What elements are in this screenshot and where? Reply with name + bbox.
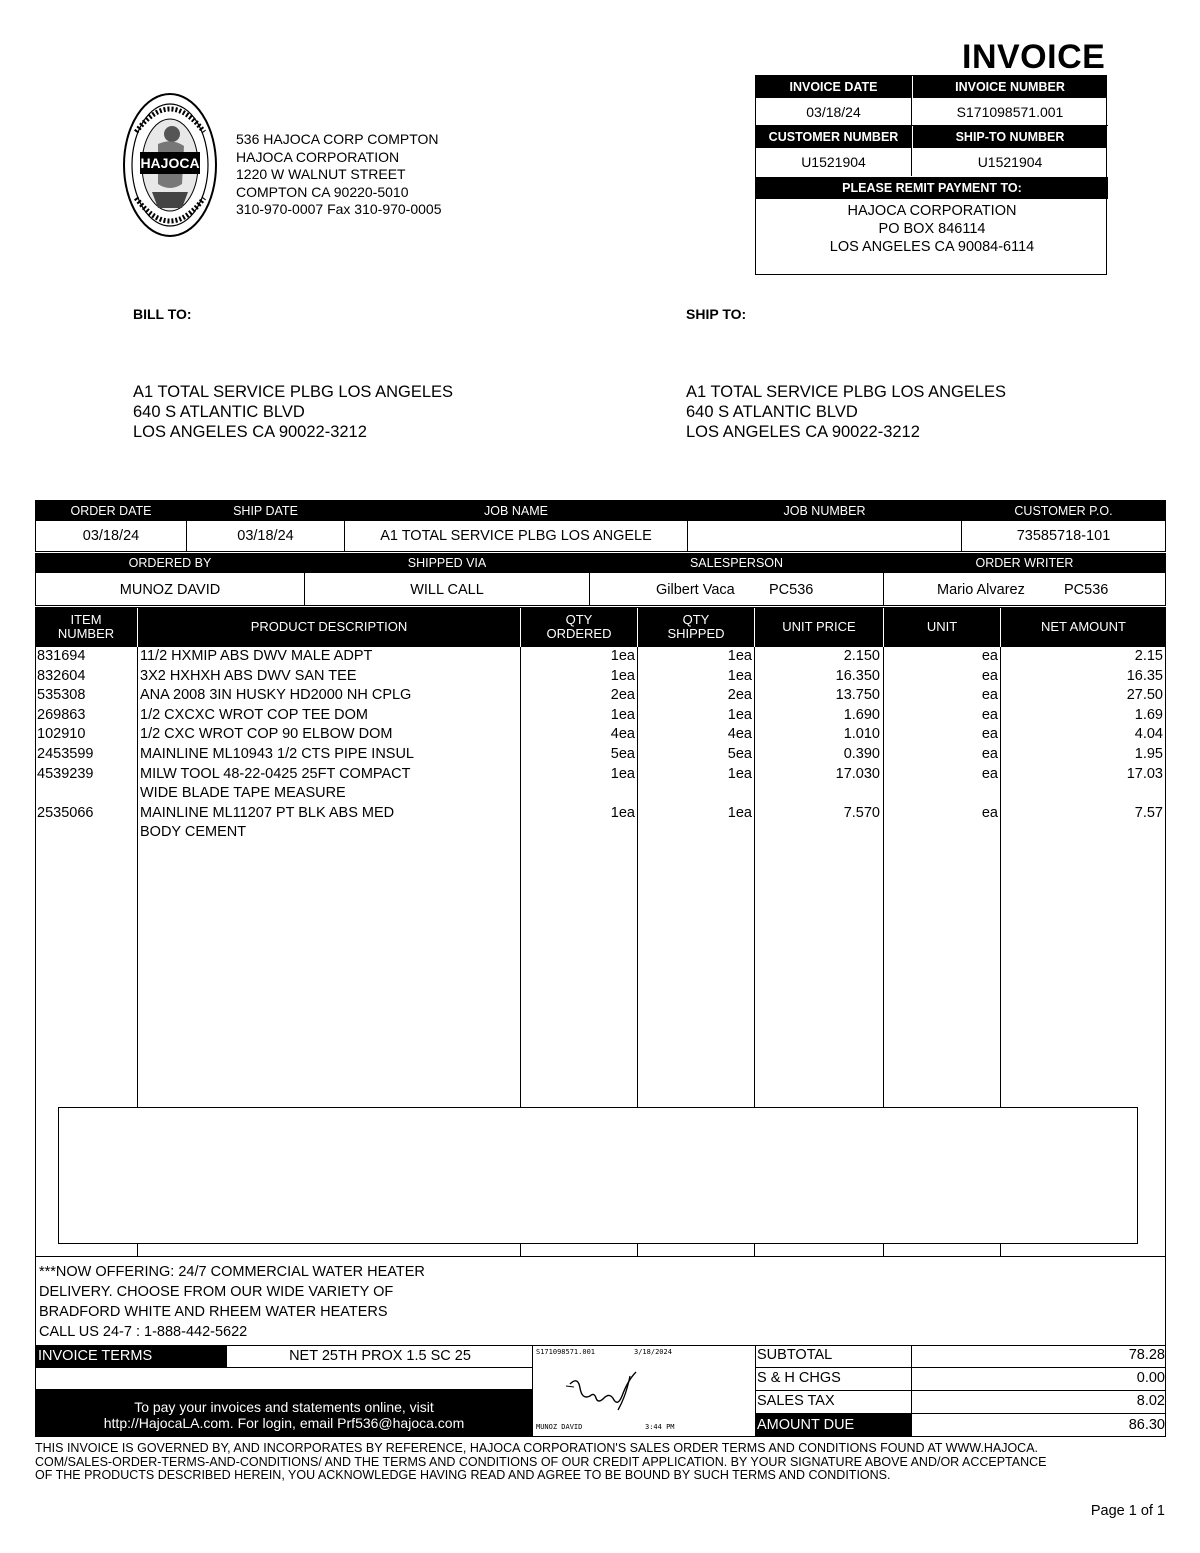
item-ordered: 1ea: [610, 765, 635, 782]
bill-to-address: [133, 382, 453, 442]
item-amount: 7.57: [1134, 804, 1163, 821]
subtotal-label: SUBTOTAL: [757, 1347, 833, 1363]
header-line: QTY: [565, 612, 593, 627]
item-amount: 16.35: [1126, 667, 1163, 684]
net-amount-header: NET AMOUNT: [1001, 607, 1166, 647]
item-item: 832604: [37, 667, 86, 684]
remit-line: PO BOX 846114: [878, 221, 986, 237]
order-info-table: [35, 500, 1166, 552]
totals-rule: [755, 1367, 1166, 1368]
item-item: 269863: [37, 706, 86, 723]
promo-line: DELIVERY. CHOOSE FROM OUR WIDE VARIETY OF: [39, 1284, 394, 1300]
qty-ordered-header: [521, 607, 637, 647]
item-shipped: 1ea: [727, 765, 752, 782]
customer-number-label: CUSTOMER NUMBER: [756, 126, 911, 148]
totals-rule: [755, 1390, 1166, 1391]
customer-number: U1521904: [801, 154, 866, 170]
order-writer-label: ORDER WRITER: [884, 553, 1165, 573]
col-divider: [687, 521, 688, 551]
col-divider: [304, 573, 305, 605]
item-item: 4539239: [37, 765, 94, 782]
col-divider: [589, 573, 590, 605]
ship-date-label: SHIP DATE: [187, 501, 344, 521]
ship-to-line: 640 S ATLANTIC BLVD: [686, 403, 858, 421]
item-shipped: 1ea: [727, 706, 752, 723]
item-price: 1.690: [843, 706, 880, 723]
promo-line: CALL US 24-7 : 1-888-442-5622: [39, 1324, 248, 1340]
item-price: 1.010: [843, 726, 880, 743]
unit-price-header: UNIT PRICE: [755, 607, 883, 647]
order-people-table: [35, 553, 1166, 606]
invoice-date: 03/18/24: [806, 104, 861, 120]
signature-scribble: [560, 1366, 650, 1424]
item-shipped: 5ea: [727, 746, 752, 762]
ordered-by-label: ORDERED BY: [36, 553, 304, 573]
bill-to-line: LOS ANGELES CA 90022-3212: [133, 423, 367, 441]
terms-rule: [35, 1367, 533, 1368]
header-line: SHIPPED: [667, 626, 725, 641]
remit-line: LOS ANGELES CA 90084-6114: [829, 239, 1035, 255]
sales-tax-value: 8.02: [1136, 1393, 1165, 1409]
bill-to-label: BILL TO:: [133, 306, 192, 322]
item-item: 535308: [37, 687, 86, 704]
promo-box: [35, 1257, 1166, 1345]
invoice-title: INVOICE: [962, 38, 1106, 76]
ship-date: 03/18/24: [237, 528, 294, 544]
job-number-label: JOB NUMBER: [688, 501, 961, 521]
header-line: ORDERED: [546, 626, 612, 641]
item-shipped: 1ea: [727, 648, 752, 664]
online-line: http://HajocaLA.com. For login, email Prf536@hajoca.com: [103, 1415, 465, 1431]
invoice-terms-value: NET 25TH PROX 1.5 SC 25: [289, 1348, 471, 1364]
totals-divider: [911, 1345, 912, 1437]
item-unit: ea: [981, 765, 998, 782]
signature-name: MUNOZ DAVID: [536, 1423, 583, 1431]
invoice-header-box: [755, 75, 1107, 275]
customer-po-label: CUSTOMER P.O.: [962, 501, 1165, 521]
item-price: 16.350: [835, 667, 880, 684]
col-divider: [186, 521, 187, 551]
item-number-header: [35, 607, 137, 647]
hajoca-logo: [122, 92, 218, 238]
item-description: 3X2 HXHXH ABS DWV SAN TEE: [140, 667, 357, 684]
col-divider: [883, 573, 884, 605]
item-unit: ea: [981, 667, 998, 684]
signature-time: 3:44 PM: [645, 1423, 675, 1431]
shipped-via: WILL CALL: [410, 582, 484, 598]
remit-line: HAJOCA CORPORATION: [847, 203, 1017, 219]
company-line: COMPTON CA 90220-5010: [236, 183, 409, 200]
company-line: 310-970-0007 Fax 310-970-0005: [236, 201, 442, 217]
order-date: 03/18/24: [82, 528, 140, 544]
amount-due-label: AMOUNT DUE: [757, 1417, 855, 1433]
item-ordered: 1ea: [610, 706, 635, 723]
item-unit: ea: [981, 746, 998, 762]
ship-to-number: U1521904: [977, 154, 1043, 170]
salesperson-name: Gilbert Vaca: [656, 582, 735, 598]
item-amount: 17.03: [1126, 765, 1163, 782]
item-ordered: 1ea: [610, 648, 635, 664]
order-date-label: ORDER DATE: [36, 501, 186, 521]
customer-po: 73585718-101: [1016, 528, 1111, 544]
notes-box: [58, 1107, 1138, 1244]
item-unit: ea: [981, 804, 998, 821]
remit-address: [756, 202, 1108, 256]
job-name: A1 TOTAL SERVICE PLBG LOS ANGELE: [380, 528, 652, 544]
item-description: ANA 2008 3IN HUSKY HD2000 NH CPLG: [140, 687, 412, 704]
item-ordered: 5ea: [610, 746, 635, 762]
item-amount: 1.95: [1134, 746, 1163, 762]
salesperson-label: SALESPERSON: [590, 553, 883, 573]
item-amount: 27.50: [1126, 687, 1163, 704]
ship-to-line: A1 TOTAL SERVICE PLBG LOS ANGELES: [686, 383, 1007, 401]
item-description: 1/2 CXCXC WROT COP TEE DOM: [140, 706, 369, 723]
col-divider: [961, 521, 962, 551]
shipped-via-label: SHIPPED VIA: [305, 553, 589, 573]
item-ordered: 1ea: [610, 804, 635, 821]
col-divider: [344, 521, 345, 551]
ship-to-address: [686, 382, 1006, 442]
sh-charges-label: S & H CHGS: [757, 1370, 841, 1386]
invoice-terms-label: INVOICE TERMS: [35, 1345, 227, 1367]
item-unit: ea: [981, 648, 998, 664]
ship-to-label: SHIP TO:: [686, 306, 747, 322]
job-name-label: JOB NAME: [345, 501, 687, 521]
qty-shipped-header: [638, 607, 754, 647]
header-line: ITEM: [70, 612, 102, 627]
promo-line: ***NOW OFFERING: 24/7 COMMERCIAL WATER HEATER: [39, 1264, 425, 1280]
job-number: [688, 521, 961, 551]
item-amount: 1.69: [1134, 706, 1163, 723]
online-line: To pay your invoices and statements online, visit: [134, 1399, 434, 1415]
promo-line: BRADFORD WHITE AND RHEEM WATER HEATERS: [39, 1304, 388, 1320]
subtotal-value: 78.28: [1128, 1347, 1165, 1363]
unit-header: UNIT: [884, 607, 1000, 647]
sh-charges-value: 0.00: [1136, 1370, 1165, 1386]
item-shipped: 4ea: [727, 726, 752, 743]
legal-line: OF THE PRODUCTS DESCRIBED HEREIN, YOU ACKNOWLEDGE HAVING READ AND AGREE TO BE BOUND BY SUCH TERMS AND CONDITIONS.: [35, 1468, 891, 1482]
signature-invoice-ref: S171098571.001: [536, 1348, 596, 1356]
item-description: MAINLINE ML11207 PT BLK ABS MED: [140, 804, 395, 821]
invoice-number: S171098571.001: [956, 104, 1064, 120]
item-amount: 4.04: [1134, 726, 1163, 743]
item-ordered: 1ea: [610, 667, 635, 684]
item-price: 2.150: [843, 648, 880, 664]
remit-label: PLEASE REMIT PAYMENT TO:: [756, 177, 1108, 199]
amount-due-value: 86.30: [1128, 1417, 1165, 1433]
logo-text: HAJOCA: [140, 155, 200, 171]
invoice-date-label: INVOICE DATE: [756, 76, 911, 98]
item-shipped: 2ea: [727, 687, 752, 704]
item-price: 0.390: [843, 746, 880, 762]
legal-line: COM/SALES-ORDER-TERMS-AND-CONDITIONS/ AND THE TERMS AND CONDITIONS OF OUR CREDIT APPLICATION. BY YOUR SIGNATURE ABOVE AND/OR ACCEPTANCE: [35, 1454, 1047, 1469]
sales-tax-label: SALES TAX: [757, 1393, 835, 1409]
item-description: WIDE BLADE TAPE MEASURE: [140, 785, 346, 802]
item-price: 17.030: [835, 765, 880, 782]
online-payment-note: [35, 1389, 533, 1437]
item-unit: ea: [981, 726, 998, 743]
item-item: 102910: [37, 726, 86, 743]
invoice-number-label: INVOICE NUMBER: [913, 76, 1107, 98]
header-rule: [756, 125, 1108, 126]
company-address: [236, 131, 442, 219]
bill-to-line: 640 S ATLANTIC BLVD: [133, 403, 305, 421]
header-line: NUMBER: [57, 626, 115, 641]
bill-to-line: A1 TOTAL SERVICE PLBG LOS ANGELES: [133, 383, 454, 401]
item-ordered: 4ea: [610, 726, 635, 743]
item-price: 13.750: [835, 687, 880, 704]
header-line: QTY: [682, 612, 710, 627]
company-line: HAJOCA CORPORATION: [236, 148, 400, 165]
item-description: 11/2 HXMIP ABS DWV MALE ADPT: [140, 648, 373, 664]
company-line: 536 HAJOCA CORP COMPTON: [236, 131, 439, 147]
page-number: Page 1 of 1: [1090, 1503, 1165, 1519]
item-description: BODY CEMENT: [140, 824, 247, 841]
item-description: 1/2 CXC WROT COP 90 ELBOW DOM: [140, 726, 393, 743]
description-header: PRODUCT DESCRIPTION: [138, 607, 520, 647]
item-ordered: 2ea: [610, 687, 635, 704]
item-unit: ea: [981, 706, 998, 723]
company-line: 1220 W WALNUT STREET: [236, 166, 406, 182]
item-item: 831694: [37, 648, 86, 664]
item-shipped: 1ea: [727, 667, 752, 684]
legal-text: [35, 1442, 1047, 1483]
item-item: 2535066: [37, 804, 94, 821]
signature-date: 3/18/2024: [634, 1348, 672, 1356]
legal-line: THIS INVOICE IS GOVERNED BY, AND INCORPORATES BY REFERENCE, HAJOCA CORPORATION'S SALES ORDER TERMS AND CONDITIONS FOUND AT WWW.HAJOCA.: [35, 1441, 1039, 1455]
item-unit: ea: [981, 687, 998, 704]
item-amount: 2.15: [1134, 648, 1163, 664]
salesperson-code: PC536: [769, 582, 814, 598]
item-item: 2453599: [37, 746, 94, 762]
order-writer-code: PC536: [1064, 582, 1109, 598]
item-description: MILW TOOL 48-22-0425 25FT COMPACT: [140, 765, 411, 782]
item-shipped: 1ea: [727, 804, 752, 821]
item-price: 7.570: [843, 804, 880, 821]
ordered-by: MUNOZ DAVID: [119, 582, 221, 598]
ship-to-number-label: SHIP-TO NUMBER: [913, 126, 1107, 148]
ship-to-line: LOS ANGELES CA 90022-3212: [686, 423, 920, 441]
item-description: MAINLINE ML10943 1/2 CTS PIPE INSUL: [140, 746, 414, 762]
header-divider: [911, 76, 912, 176]
order-writer-name: Mario Alvarez: [937, 582, 1025, 598]
